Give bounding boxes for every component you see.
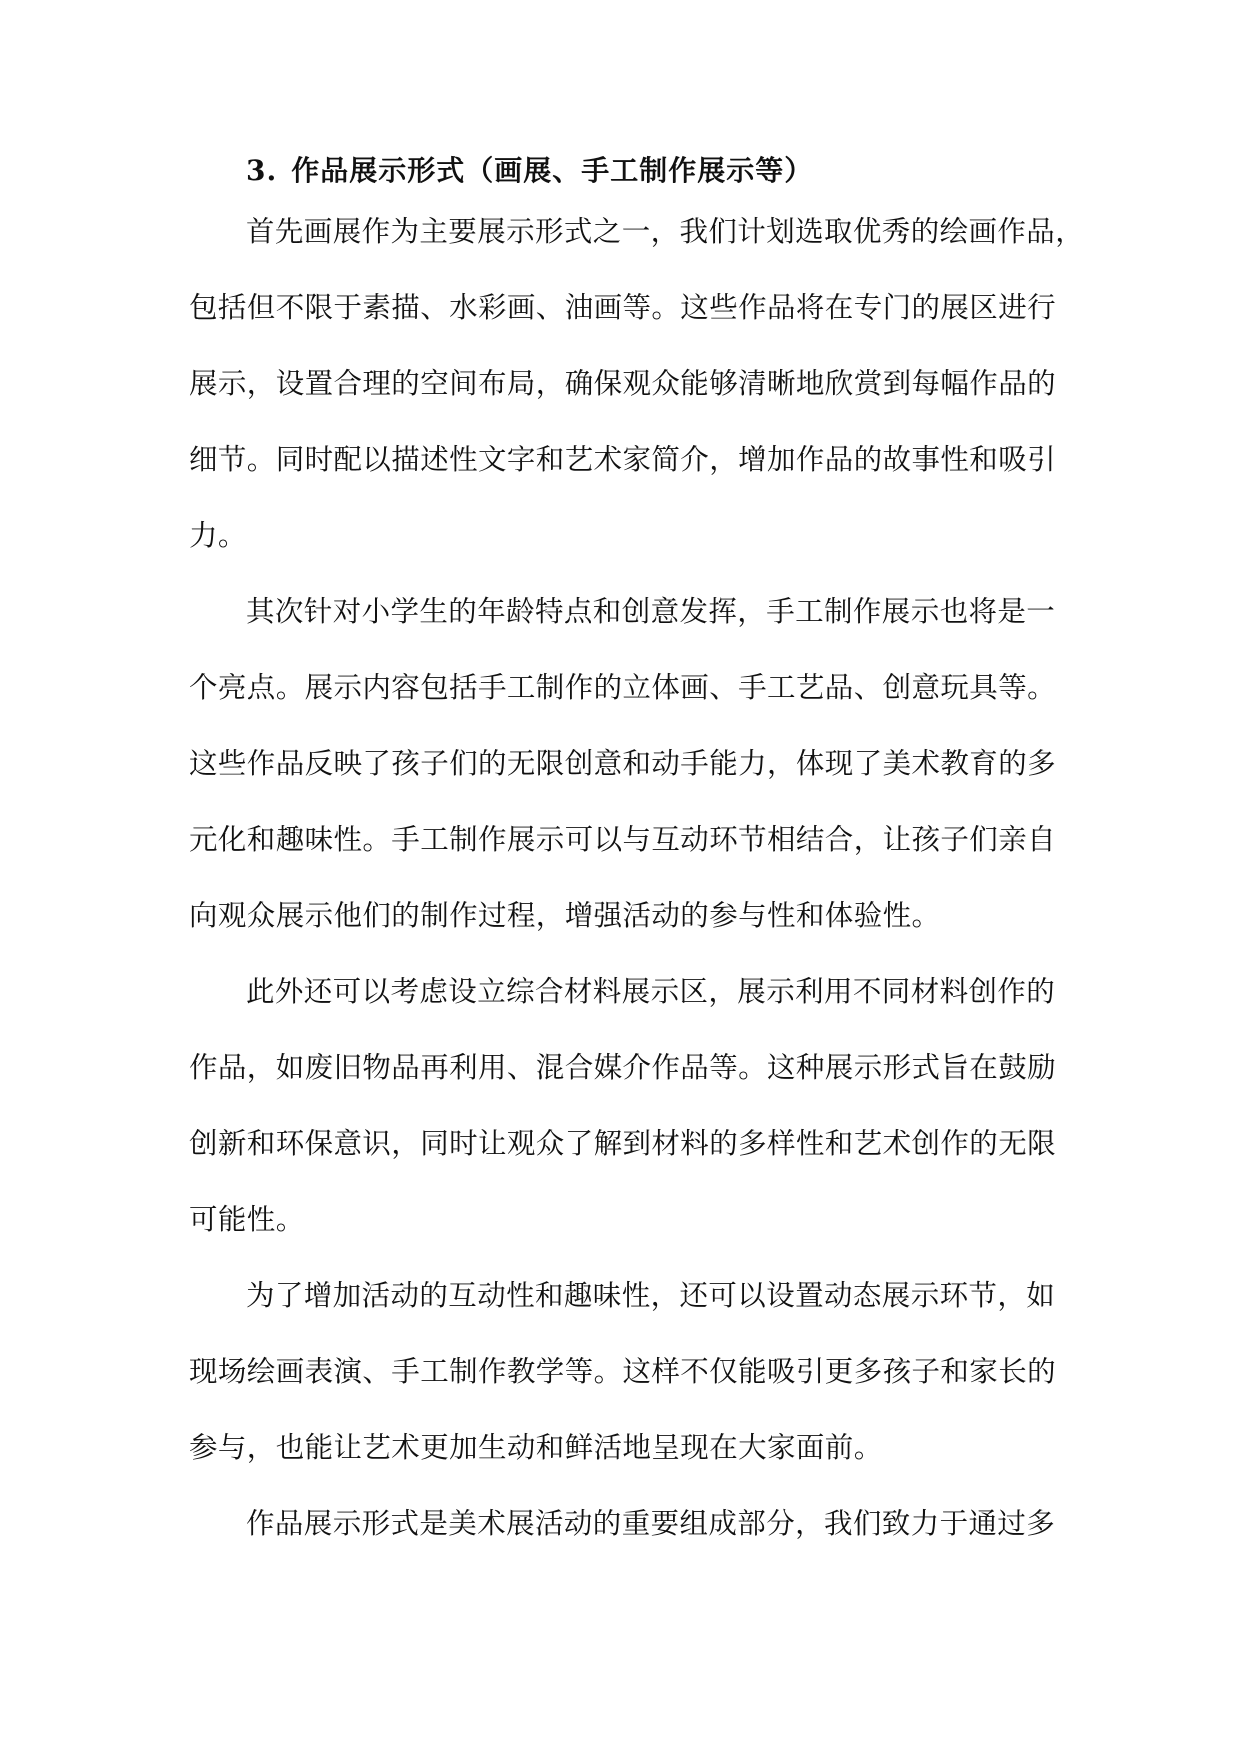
paragraph-line: 参与，也能让艺术更加生动和鲜活地呈现在大家面前。 [189,1431,883,1464]
paragraph-line: 展示，设置合理的空间布局，确保观众能够清晰地欣赏到每幅作品的 [189,367,1057,400]
paragraph-line: 元化和趣味性。手工制作展示可以与互动环节相结合，让孩子们亲自 [189,823,1057,856]
paragraph-painting-exhibition [189,194,1085,574]
paragraph-line: 可能性。 [189,1203,305,1236]
section-heading [246,148,1064,194]
document-body [189,148,1085,1562]
paragraph-line: 向观众展示他们的制作过程，增强活动的参与性和体验性。 [189,899,941,932]
paragraph-line: 细节。同时配以描述性文字和艺术家简介，增加作品的故事性和吸引 [189,443,1057,476]
paragraph-line: 创新和环保意识，同时让观众了解到材料的多样性和艺术创作的无限 [189,1127,1057,1160]
paragraph-line: 其次针对小学生的年龄特点和创意发挥，手工制作展示也将是一 [246,595,1056,628]
paragraph-mixed-materials [189,954,1064,1258]
paragraph-summary [189,1486,1064,1562]
paragraph-line: 此外还可以考虑设立综合材料展示区，展示利用不同材料创作的 [246,975,1056,1008]
paragraph-line: 力。 [189,519,247,552]
paragraph-line: 首先画展作为主要展示形式之一，我们计划选取优秀的绘画作品， [246,215,1085,248]
paragraph-line: 包括但不限于素描、水彩画、油画等。这些作品将在专门的展区进行 [189,291,1057,324]
paragraph-line: 为了增加活动的互动性和趣味性，还可以设置动态展示环节，如 [246,1279,1056,1312]
paragraph-line: 作品，如废旧物品再利用、混合媒介作品等。这种展示形式旨在鼓励 [189,1051,1057,1084]
paragraph-line: 作品展示形式是美术展活动的重要组成部分，我们致力于通过多 [246,1507,1056,1540]
section-number: 3. [246,154,278,187]
paragraph-handcraft-display [189,574,1064,954]
paragraph-live-demonstration [189,1258,1064,1486]
paragraph-line: 个亮点。展示内容包括手工制作的立体画、手工艺品、创意玩具等。 [189,671,1057,704]
paragraph-line: 这些作品反映了孩子们的无限创意和动手能力，体现了美术教育的多 [189,747,1057,780]
section-title: 作品展示形式（画展、手工制作展示等） [291,154,814,187]
paragraph-line: 现场绘画表演、手工制作教学等。这样不仅能吸引更多孩子和家长的 [189,1355,1057,1388]
